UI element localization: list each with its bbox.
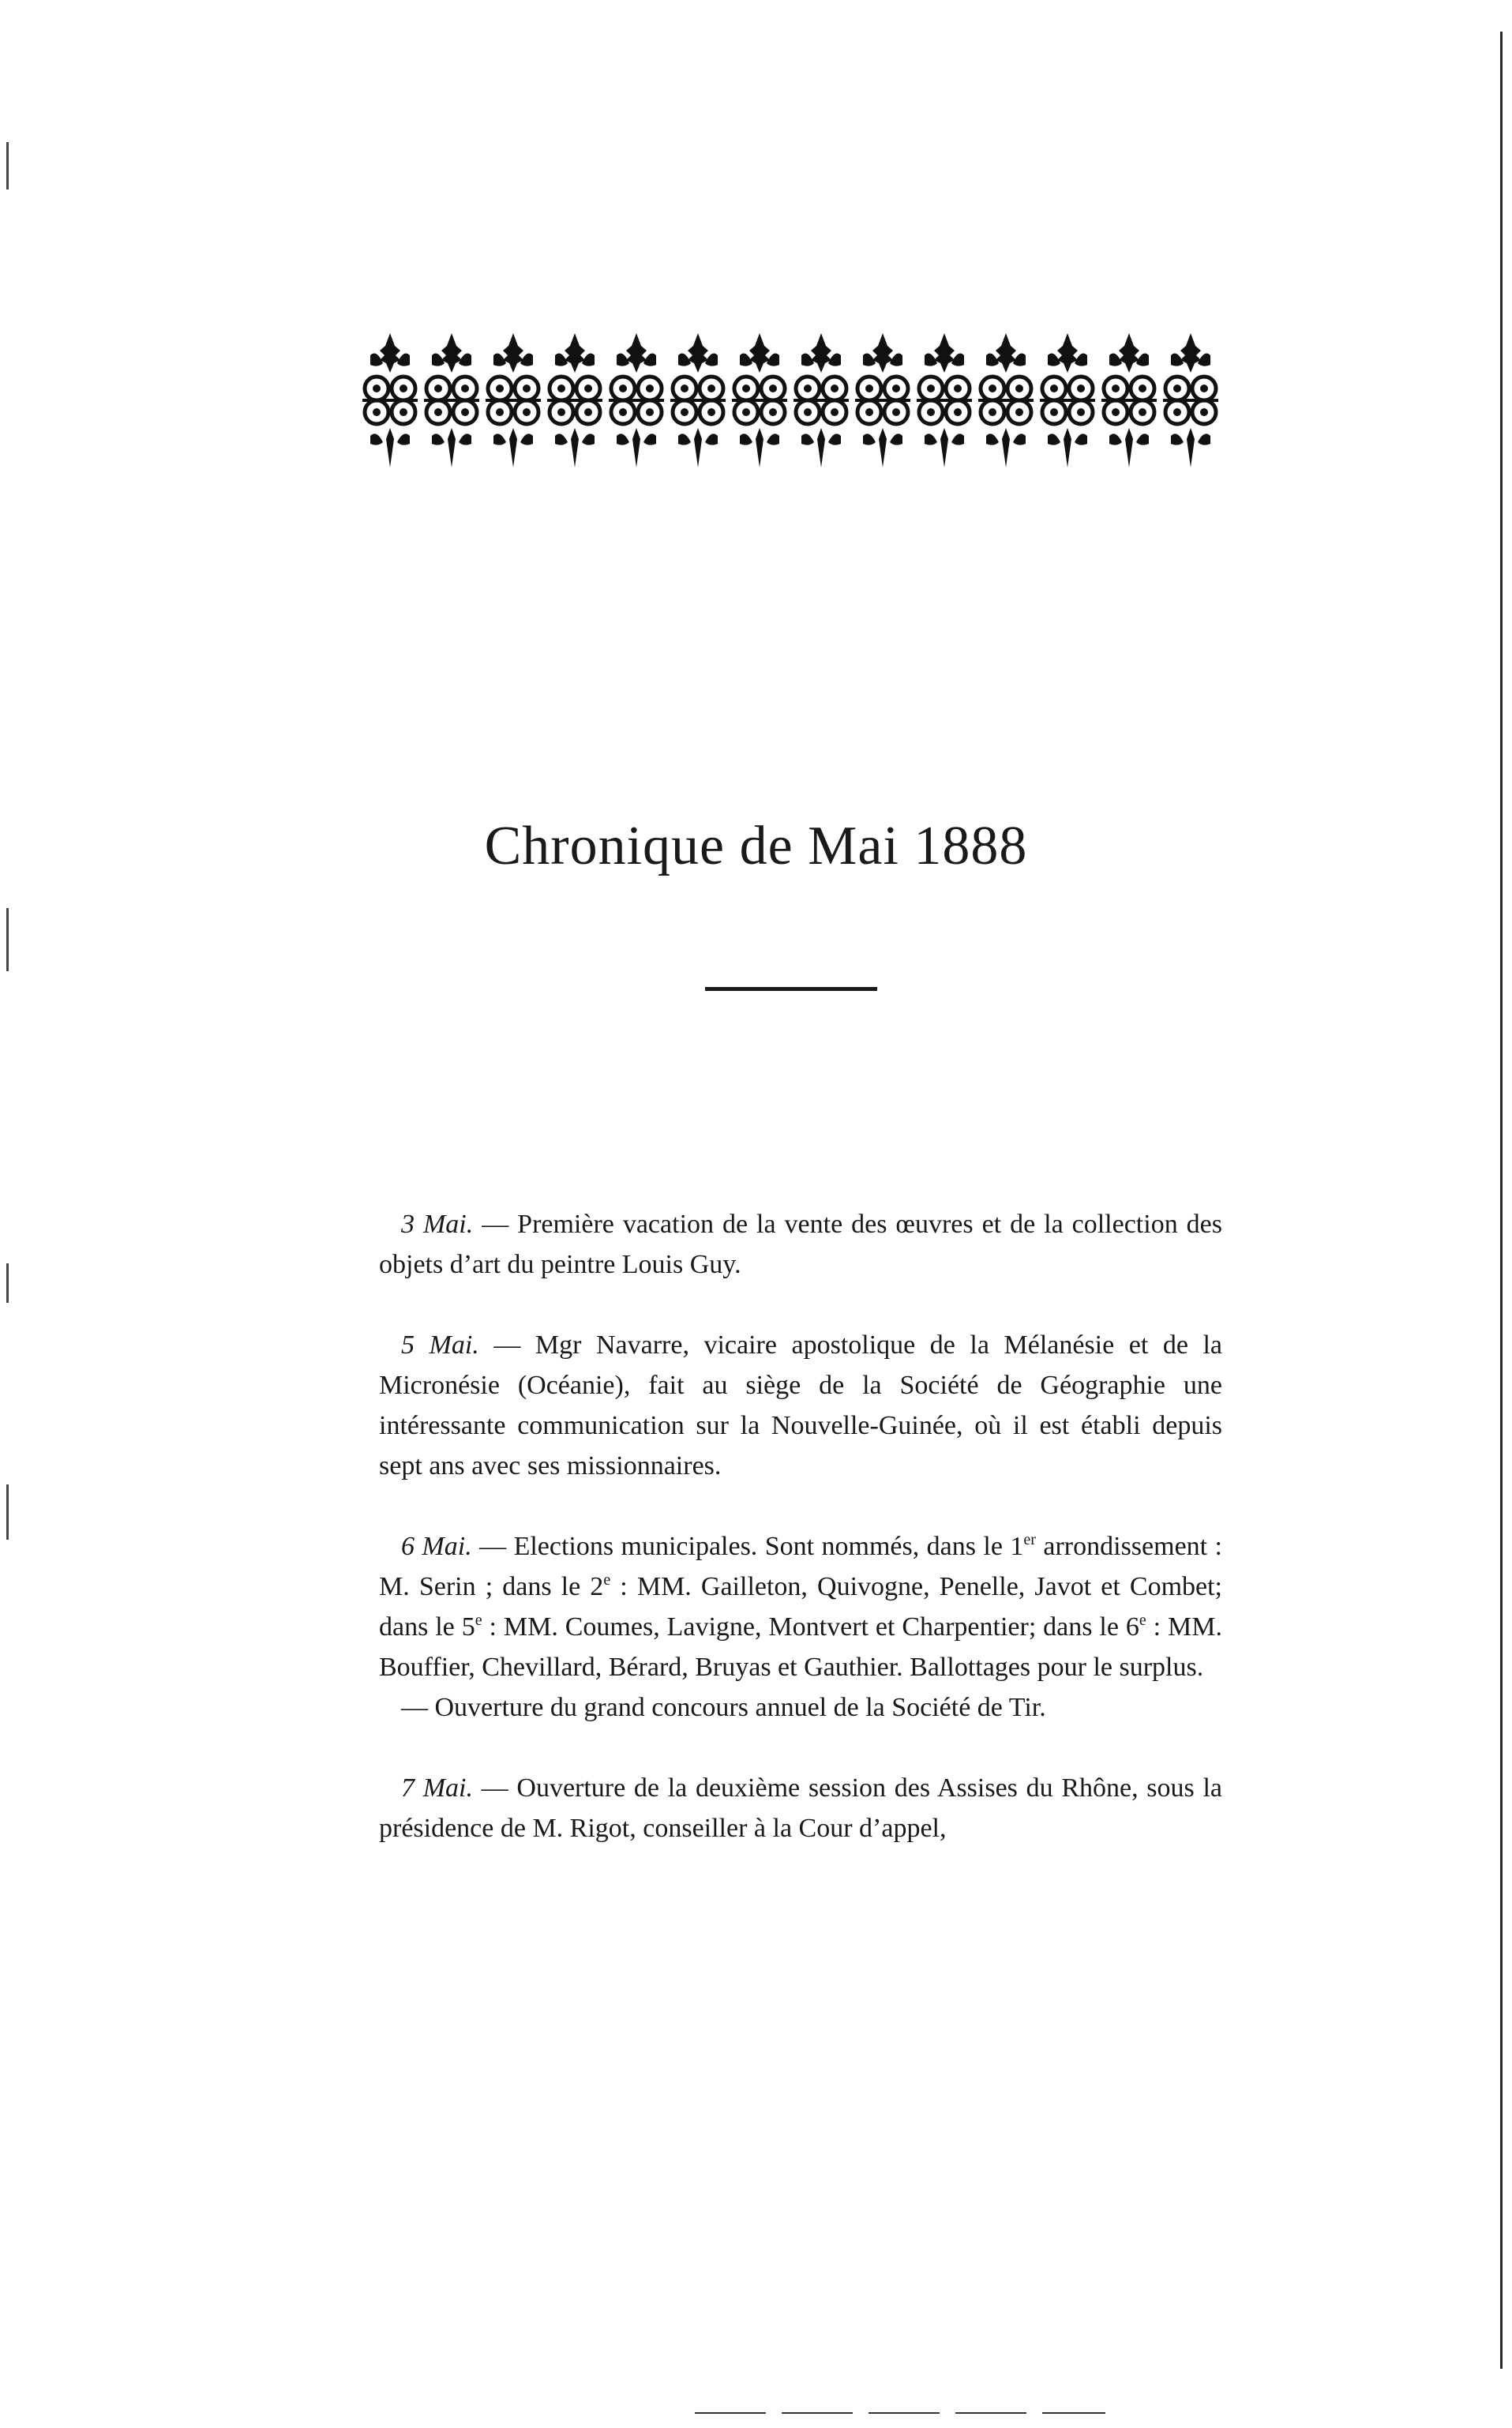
entry-paragraph-extra: — Ouverture du grand concours annuel de la Société de Tir. — [401, 1693, 1046, 1722]
page-edge — [1500, 32, 1503, 2369]
margin-mark — [6, 908, 9, 971]
entry-date: 3 Mai. — [401, 1210, 474, 1239]
entry-7-mai — [379, 1768, 1222, 1848]
page-title: Chronique de Mai 1888 — [484, 815, 1028, 876]
entry-text: arrondissement : M. Serin ; dans le 2 — [379, 1532, 1222, 1601]
entry-paragraph — [379, 1768, 1222, 1848]
ordinal-suffix: er — [1023, 1531, 1036, 1548]
entry-text: : MM. Coumes, Lavigne, Montvert et Charpentier; dans le 6 — [482, 1612, 1139, 1642]
entry-text: : MM. Gailleton, Quivogne, Penelle, Javot et Combet; dans le 5 — [379, 1572, 1222, 1642]
margin-mark — [6, 1263, 9, 1303]
entry-date: 5 Mai. — [401, 1330, 479, 1360]
entry-text: — Elections municipales. Sont nommés, dans le 1 — [471, 1532, 1024, 1561]
margin-mark — [6, 1484, 9, 1540]
ordinal-suffix: e — [475, 1612, 482, 1629]
title-rule — [705, 987, 877, 991]
entry-paragraph — [379, 1526, 1222, 1687]
entry-text: — Première vacation de la vente des œuvres et de la collection des objets d’art du peintre Louis Guy. — [379, 1210, 1222, 1279]
margin-mark — [6, 142, 9, 190]
entry-3-mai — [379, 1204, 1222, 1285]
chronicle-entries — [379, 1204, 1222, 1889]
entry-text: — Mgr Navarre, vicaire apostolique de la Mélanésie et de la Micronésie (Océanie), fait au siège de la Société de Géographie une intéressante communication sur la Nouvelle-Guinée, où il est établi depuis sept ans avec ses missionnaires. — [379, 1330, 1222, 1480]
ordinal-suffix: e — [603, 1571, 611, 1589]
entry-text: : MM. Bouffier, Chevillard, Bérard, Bruyas et Gauthier. Ballottages pour le surplus. — [379, 1612, 1223, 1682]
entry-paragraph — [379, 1204, 1222, 1285]
ordinal-suffix: e — [1139, 1612, 1146, 1629]
footer-rule — [695, 2412, 1105, 2414]
entry-6-mai — [379, 1526, 1222, 1728]
entry-text: — Ouverture de la deuxième session des Assises du Rhône, sous la présidence de M. Rigot, conseiller à la Cour d’appel, — [379, 1773, 1222, 1843]
entry-date: 6 Mai. — [401, 1532, 472, 1561]
entry-paragraph — [379, 1325, 1222, 1486]
entry-date: 7 Mai. — [401, 1773, 473, 1803]
entry-5-mai — [379, 1325, 1222, 1486]
ornamental-header-band — [359, 332, 1228, 470]
